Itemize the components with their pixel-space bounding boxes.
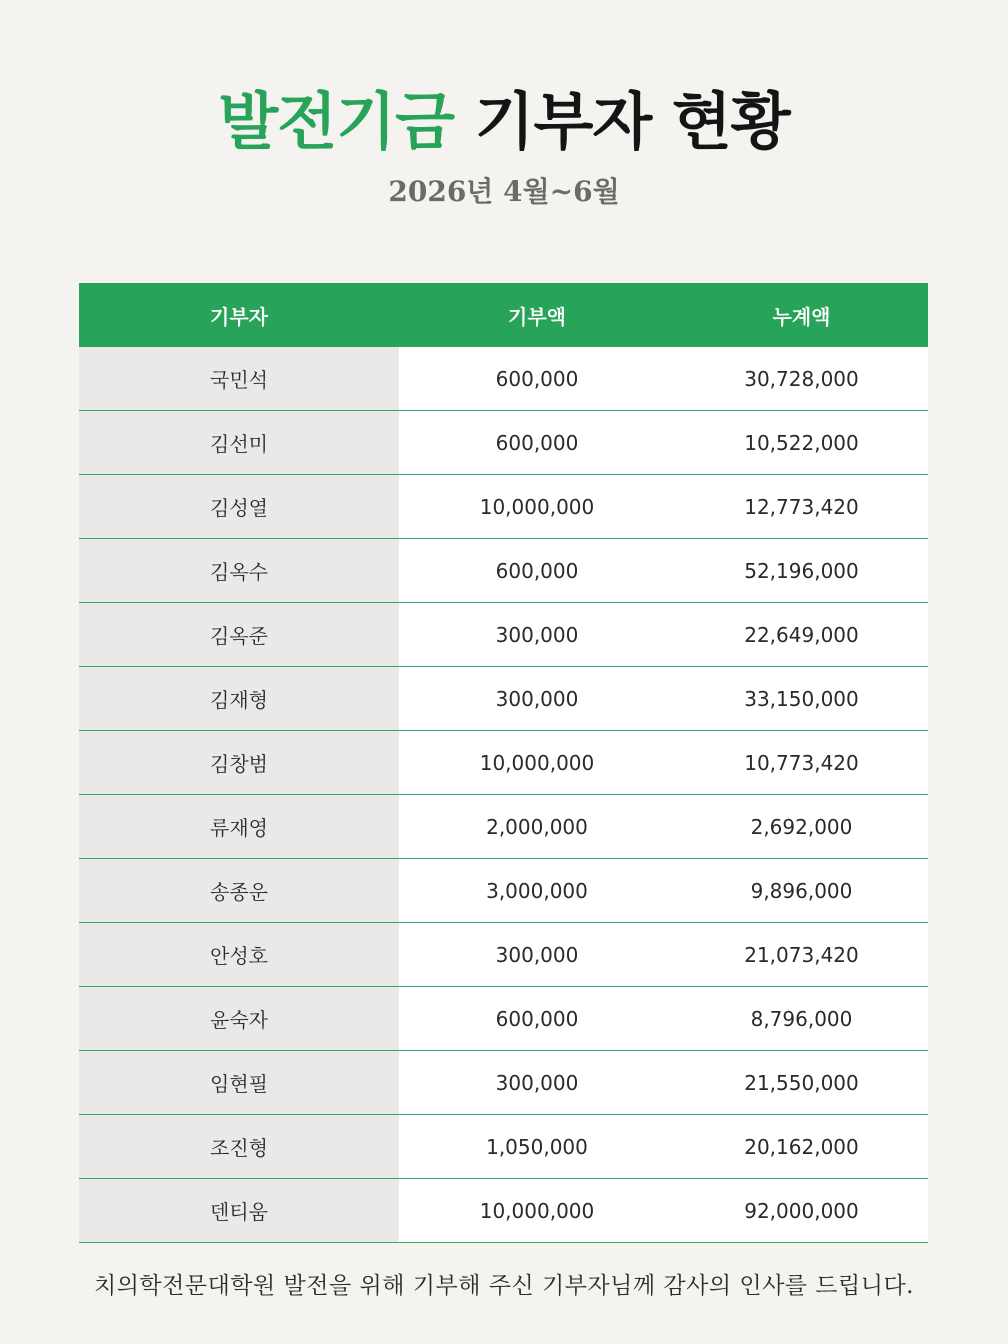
table-row: [79, 411, 928, 475]
cumulative-amount-cell: 30,728,000: [675, 347, 928, 410]
table-row: [79, 1051, 928, 1115]
donor-name-cell: 류재영: [79, 795, 399, 858]
donor-name-cell: 김창범: [79, 731, 399, 794]
table-header: [79, 283, 928, 347]
donor-name-cell: 김옥수: [79, 539, 399, 602]
table-row: [79, 539, 928, 603]
title-accent: 발전기금: [218, 85, 454, 158]
donation-amount-cell: 10,000,000: [399, 731, 675, 794]
cumulative-amount-cell: 52,196,000: [675, 539, 928, 602]
table-row: [79, 475, 928, 539]
table-row: [79, 347, 928, 411]
donor-name-cell: 송종운: [79, 859, 399, 922]
donation-amount-cell: 600,000: [399, 347, 675, 410]
donor-name-cell: 국민석: [79, 347, 399, 410]
table-row: [79, 923, 928, 987]
donor-name-cell: 임현필: [79, 1051, 399, 1114]
cumulative-amount-cell: 92,000,000: [675, 1179, 928, 1242]
donor-name-cell: 안성호: [79, 923, 399, 986]
cumulative-amount-cell: 8,796,000: [675, 987, 928, 1050]
period-subtitle: 2026년 4월~6월: [388, 175, 620, 208]
page-title: [0, 84, 1008, 160]
donation-amount-cell: 300,000: [399, 603, 675, 666]
donation-amount-cell: 10,000,000: [399, 1179, 675, 1242]
cumulative-amount-cell: 10,773,420: [675, 731, 928, 794]
cumulative-amount-cell: 9,896,000: [675, 859, 928, 922]
table-row: [79, 667, 928, 731]
table-row: [79, 987, 928, 1051]
cumulative-amount-cell: 2,692,000: [675, 795, 928, 858]
donor-name-cell: 김성열: [79, 475, 399, 538]
table-row: [79, 795, 928, 859]
donation-amount-cell: 300,000: [399, 1051, 675, 1114]
header-donor: 기부자: [210, 304, 268, 329]
cumulative-amount-cell: 21,073,420: [675, 923, 928, 986]
cumulative-amount-cell: 21,550,000: [675, 1051, 928, 1114]
cumulative-amount-cell: 33,150,000: [675, 667, 928, 730]
donation-amount-cell: 600,000: [399, 987, 675, 1050]
thanks-message: 치의학전문대학원 발전을 위해 기부해 주신 기부자님께 감사의 인사를 드립니다.: [94, 1273, 914, 1299]
title-rest: 기부자 현황: [474, 85, 790, 158]
table-row: [79, 1179, 928, 1243]
header-amount: 기부액: [508, 304, 566, 329]
table-row: [79, 1115, 928, 1179]
cumulative-amount-cell: 12,773,420: [675, 475, 928, 538]
donation-amount-cell: 3,000,000: [399, 859, 675, 922]
donation-amount-cell: 10,000,000: [399, 475, 675, 538]
donor-name-cell: 김선미: [79, 411, 399, 474]
donor-table: [79, 283, 928, 1243]
table-body: [79, 347, 928, 1243]
table-row: [79, 731, 928, 795]
donor-name-cell: 김재형: [79, 667, 399, 730]
header-cumulative: 누계액: [772, 304, 831, 329]
donation-amount-cell: 600,000: [399, 411, 675, 474]
donor-name-cell: 조진형: [79, 1115, 399, 1178]
cumulative-amount-cell: 20,162,000: [675, 1115, 928, 1178]
donation-amount-cell: 1,050,000: [399, 1115, 675, 1178]
donation-amount-cell: 600,000: [399, 539, 675, 602]
donation-amount-cell: 300,000: [399, 923, 675, 986]
donor-name-cell: 덴티움: [79, 1179, 399, 1242]
donor-name-cell: 김옥준: [79, 603, 399, 666]
donor-name-cell: 윤숙자: [79, 987, 399, 1050]
table-row: [79, 859, 928, 923]
table-row: [79, 603, 928, 667]
donation-amount-cell: 300,000: [399, 667, 675, 730]
cumulative-amount-cell: 10,522,000: [675, 411, 928, 474]
donation-amount-cell: 2,000,000: [399, 795, 675, 858]
cumulative-amount-cell: 22,649,000: [675, 603, 928, 666]
